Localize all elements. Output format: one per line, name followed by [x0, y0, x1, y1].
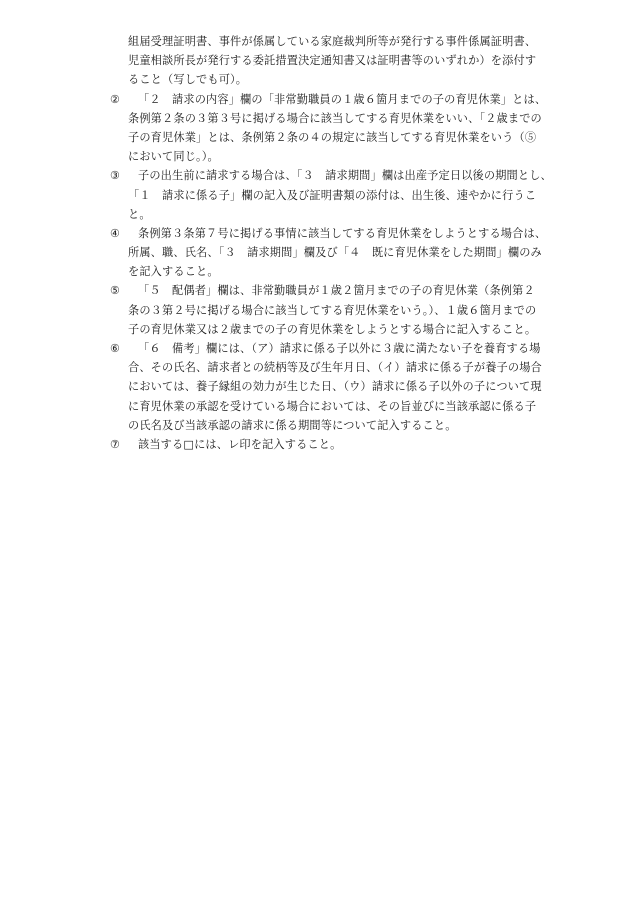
text-line: 該当する□には、レ印を記入すること。 — [138, 437, 342, 451]
note-item — [110, 281, 560, 339]
text-line: 子の育児休業又は２歳までの子の育児休業をしようとする場合に記入すること。 — [128, 322, 537, 336]
text-line: に育児休業の承認を受けている場合においては、その旨並びに当該承認に係る子 — [128, 399, 537, 413]
item-number: ⑦ — [110, 437, 121, 451]
item-number: ⑤ — [110, 284, 121, 298]
note-item — [110, 224, 560, 282]
item-number: ③ — [110, 169, 121, 183]
text-line: ること（写しでも可）。 — [128, 73, 248, 87]
item-number: ④ — [110, 226, 121, 240]
text-line: 「１ 請求に係る子」欄の記入及び証明書類の添付は、出生後、速やかに行うこ — [128, 188, 537, 202]
text-line: 「６ 備考」欄には、（ア）請求に係る子以外に３歳に満たない子を養育する場 — [138, 342, 541, 355]
text-line: の氏名及び当該承認の請求に係る期間等について記入すること。 — [128, 418, 457, 432]
continuation-paragraph — [110, 32, 560, 90]
document-body — [110, 32, 560, 454]
note-item — [110, 166, 560, 224]
note-item — [110, 90, 560, 167]
text-line: 「２ 請求の内容」欄の「非常勤職員の１歳６箇月までの子の育児休業」とは、 — [138, 92, 547, 106]
text-line: を記入すること。 — [128, 265, 219, 279]
text-line: 組届受理証明書、事件が係属している家庭裁判所等が発行する事件係属証明書、 — [128, 35, 537, 48]
text-line: 子の育児休業」とは、条例第２条の４の規定に該当してする育児休業をいう（⑤ — [128, 130, 537, 144]
note-item — [110, 435, 560, 454]
text-line: において同じ。）。 — [128, 150, 219, 164]
text-line: 児童相談所長が発行する委託措置決定通知書又は証明書等のいずれか）を添付す — [128, 54, 537, 68]
text-line: 所属、職、氏名、「３ 請求期間」欄及び「４ 既に育児休業をした期間」欄のみ — [128, 246, 542, 260]
text-line: 合、その氏名、請求者との続柄等及び生年月日、（イ）請求に係る子が養子の場合 — [128, 361, 542, 375]
item-number: ⑥ — [110, 342, 121, 355]
text-line: 条の３第２号に掲げる場合に該当してする育児休業をいう。）、１歳６箇月までの — [128, 303, 537, 317]
text-line: においては、養子縁組の効力が生じた日、（ウ）請求に係る子以外の子について現 — [128, 380, 542, 394]
item-number: ② — [110, 92, 121, 106]
text-line: 条例第２条の３第３号に掲げる場合に該当してする育児休業をいい、「２歳までの — [128, 111, 542, 125]
text-line: 子の出生前に請求する場合は、「３ 請求期間」欄は出産予定日以後の期間とし、 — [138, 169, 552, 183]
text-line: 条例第３条第７号に掲げる事情に該当してする育児休業をしようとする場合は、 — [138, 226, 547, 240]
text-line: と。 — [128, 207, 151, 221]
text-line: 「５ 配偶者」欄は、非常勤職員が１歳２箇月までの子の育児休業（条例第２ — [138, 284, 535, 298]
note-item — [110, 339, 560, 435]
